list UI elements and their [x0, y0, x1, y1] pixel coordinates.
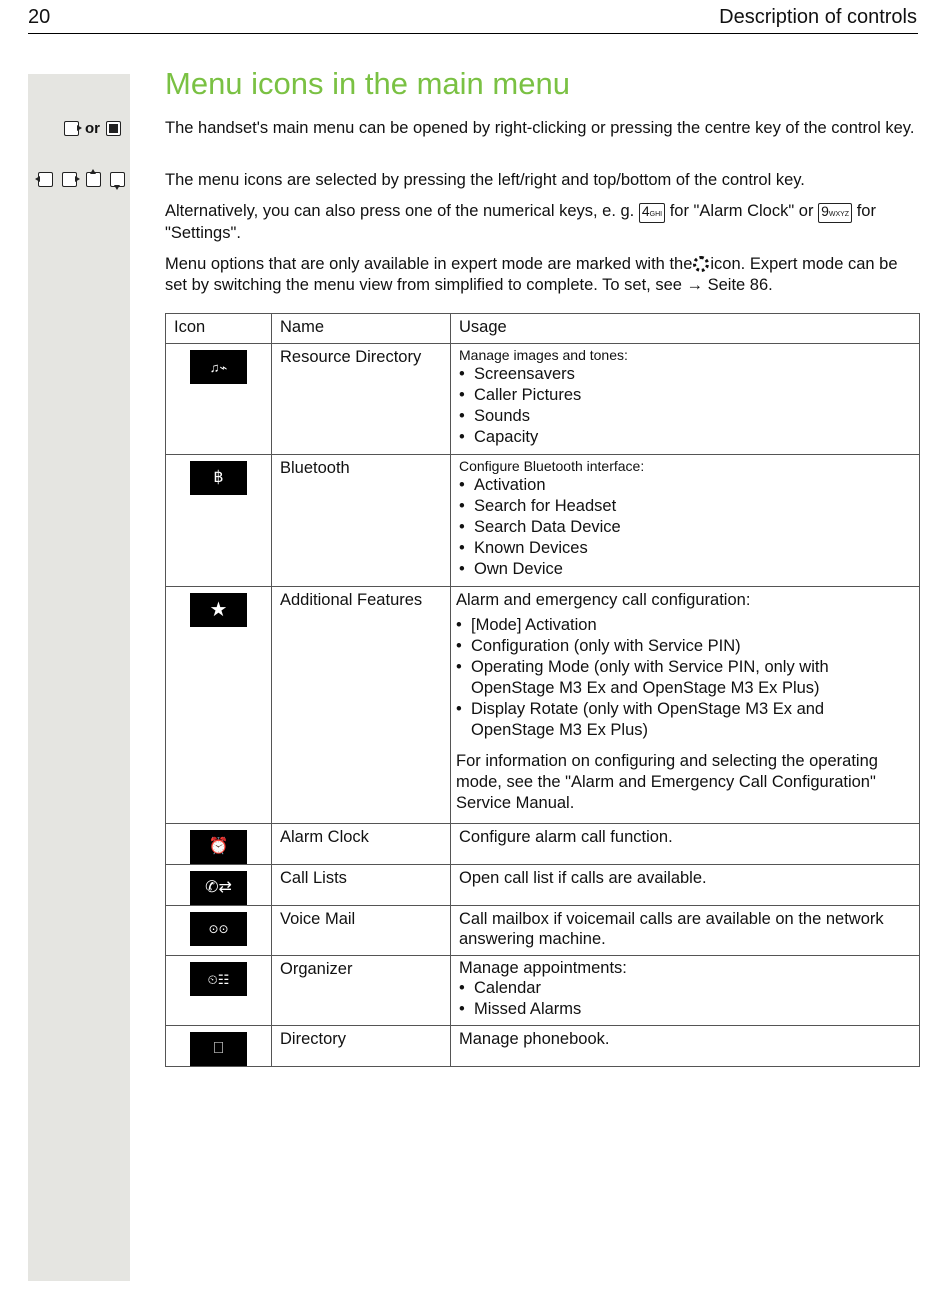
- left-key-icon: [38, 172, 53, 187]
- table-row: [166, 906, 920, 956]
- right-key-icon: [64, 121, 79, 136]
- organizer-icon: ⏲☷: [190, 962, 247, 996]
- row-usage: Manage images and tones: • Screensavers • Caller Pictures • Sounds • Capacity: [451, 344, 920, 455]
- list-item: • [Mode] Activation: [456, 615, 911, 636]
- list-item: • Own Device: [459, 559, 911, 580]
- row-usage: Open call list if calls are available.: [451, 865, 920, 906]
- intro-paragraph-4: Menu options that are only available in expert mode are marked with the icon. Expert mode can be set by switching the menu view from simplified to complete. To set, see → Seite 86.: [165, 255, 898, 294]
- intro-paragraph-1: The handset's main menu can be opened by right-clicking or pressing the centre key of the control key.: [165, 119, 915, 137]
- list-item: • Sounds: [459, 406, 911, 427]
- intro-paragraph-2: The menu icons are selected by pressing the left/right and top/bottom of the control key.: [165, 171, 805, 189]
- open-menu-keys: [64, 120, 121, 137]
- row-usage: Manage phonebook.: [451, 1026, 920, 1067]
- list-item: • Calendar: [459, 978, 911, 999]
- page-title: Menu icons in the main menu: [165, 66, 570, 101]
- expert-mode-gear-icon: [693, 256, 709, 272]
- down-key-icon: [110, 172, 125, 187]
- bluetooth-icon: ฿: [190, 461, 247, 495]
- list-item: • Screensavers: [459, 364, 911, 385]
- row-name: Directory: [272, 1026, 451, 1067]
- row-name: Organizer: [272, 956, 451, 1026]
- table-row: [166, 865, 920, 906]
- table-row: [166, 956, 920, 1026]
- page-number: 20: [28, 6, 51, 28]
- row-usage: Configure Bluetooth interface: • Activation • Search for Headset • Search Data Device • Known Devices • Own Device: [451, 455, 920, 587]
- table-row: [166, 455, 920, 587]
- list-item: • Configuration (only with Service PIN): [456, 636, 911, 657]
- call-list-icon: ✆⇄: [190, 871, 247, 905]
- section-title: Description of controls: [719, 6, 917, 28]
- star-icon: ★: [190, 593, 247, 627]
- row-name: Additional Features: [272, 587, 451, 824]
- list-item: • Caller Pictures: [459, 385, 911, 406]
- margin-sidebar: [28, 74, 130, 1281]
- row-name: Resource Directory: [272, 344, 451, 455]
- list-item: • Search for Headset: [459, 496, 911, 517]
- list-item: • Search Data Device: [459, 517, 911, 538]
- list-item: • Operating Mode (only with Service PIN, only with OpenStage M3 Ex and OpenStage M3 Ex Plus): [456, 657, 911, 699]
- row-name: Bluetooth: [272, 455, 451, 587]
- list-item: • Activation: [459, 475, 911, 496]
- key-4-icon: 4GHI: [639, 203, 665, 223]
- navigation-keys: [38, 172, 125, 187]
- row-usage: Alarm and emergency call configuration: • [Mode] Activation • Configuration (only with Service PIN) • Operating Mode (only with Service PIN, only with OpenStage M3 Ex and OpenStage M3 Ex Plus) • Display Rotate (only with OpenStage M3 Ex and OpenStage M3 Ex Plus) For information on configuring and selecting the operating mode, see the "Alarm and Emergency Call Configuration" Service Manual.: [451, 587, 920, 824]
- table-row: [166, 824, 920, 865]
- centre-key-icon: [106, 121, 121, 136]
- intro-paragraph-3: Alternatively, you can also press one of the numerical keys, e. g. 4GHI for "Alarm Clock" or 9WXYZ for "Settings".: [165, 202, 876, 242]
- menu-icons-table: [165, 313, 920, 1067]
- alarm-clock-icon: ⏰: [190, 830, 247, 864]
- list-item: • Display Rotate (only with OpenStage M3 Ex and OpenStage M3 Ex Plus): [456, 699, 911, 741]
- or-label: or: [85, 120, 100, 137]
- key-9-icon: 9WXYZ: [818, 203, 852, 223]
- header-name: Name: [272, 314, 451, 344]
- table-row: [166, 344, 920, 455]
- list-item: • Capacity: [459, 427, 911, 448]
- row-name: Call Lists: [272, 865, 451, 906]
- table-header-row: [166, 314, 920, 344]
- voicemail-icon: ⊙⊙: [190, 912, 247, 946]
- media-icon: ♫⌁: [190, 350, 247, 384]
- row-usage: Configure alarm call function.: [451, 824, 920, 865]
- table-row: [166, 587, 920, 824]
- list-item: • Missed Alarms: [459, 999, 911, 1020]
- table-row: [166, 1026, 920, 1067]
- list-item: • Known Devices: [459, 538, 911, 559]
- directory-icon: ⎕: [190, 1032, 247, 1066]
- right-key-icon: [62, 172, 77, 187]
- up-key-icon: [86, 172, 101, 187]
- header-icon: Icon: [166, 314, 272, 344]
- row-usage: Manage appointments: • Calendar • Missed Alarms: [451, 956, 920, 1026]
- row-usage: Call mailbox if voicemail calls are available on the network answering machine.: [451, 906, 920, 956]
- row-name: Voice Mail: [272, 906, 451, 956]
- row-name: Alarm Clock: [272, 824, 451, 865]
- header-usage: Usage: [451, 314, 920, 344]
- header-rule: [28, 33, 918, 34]
